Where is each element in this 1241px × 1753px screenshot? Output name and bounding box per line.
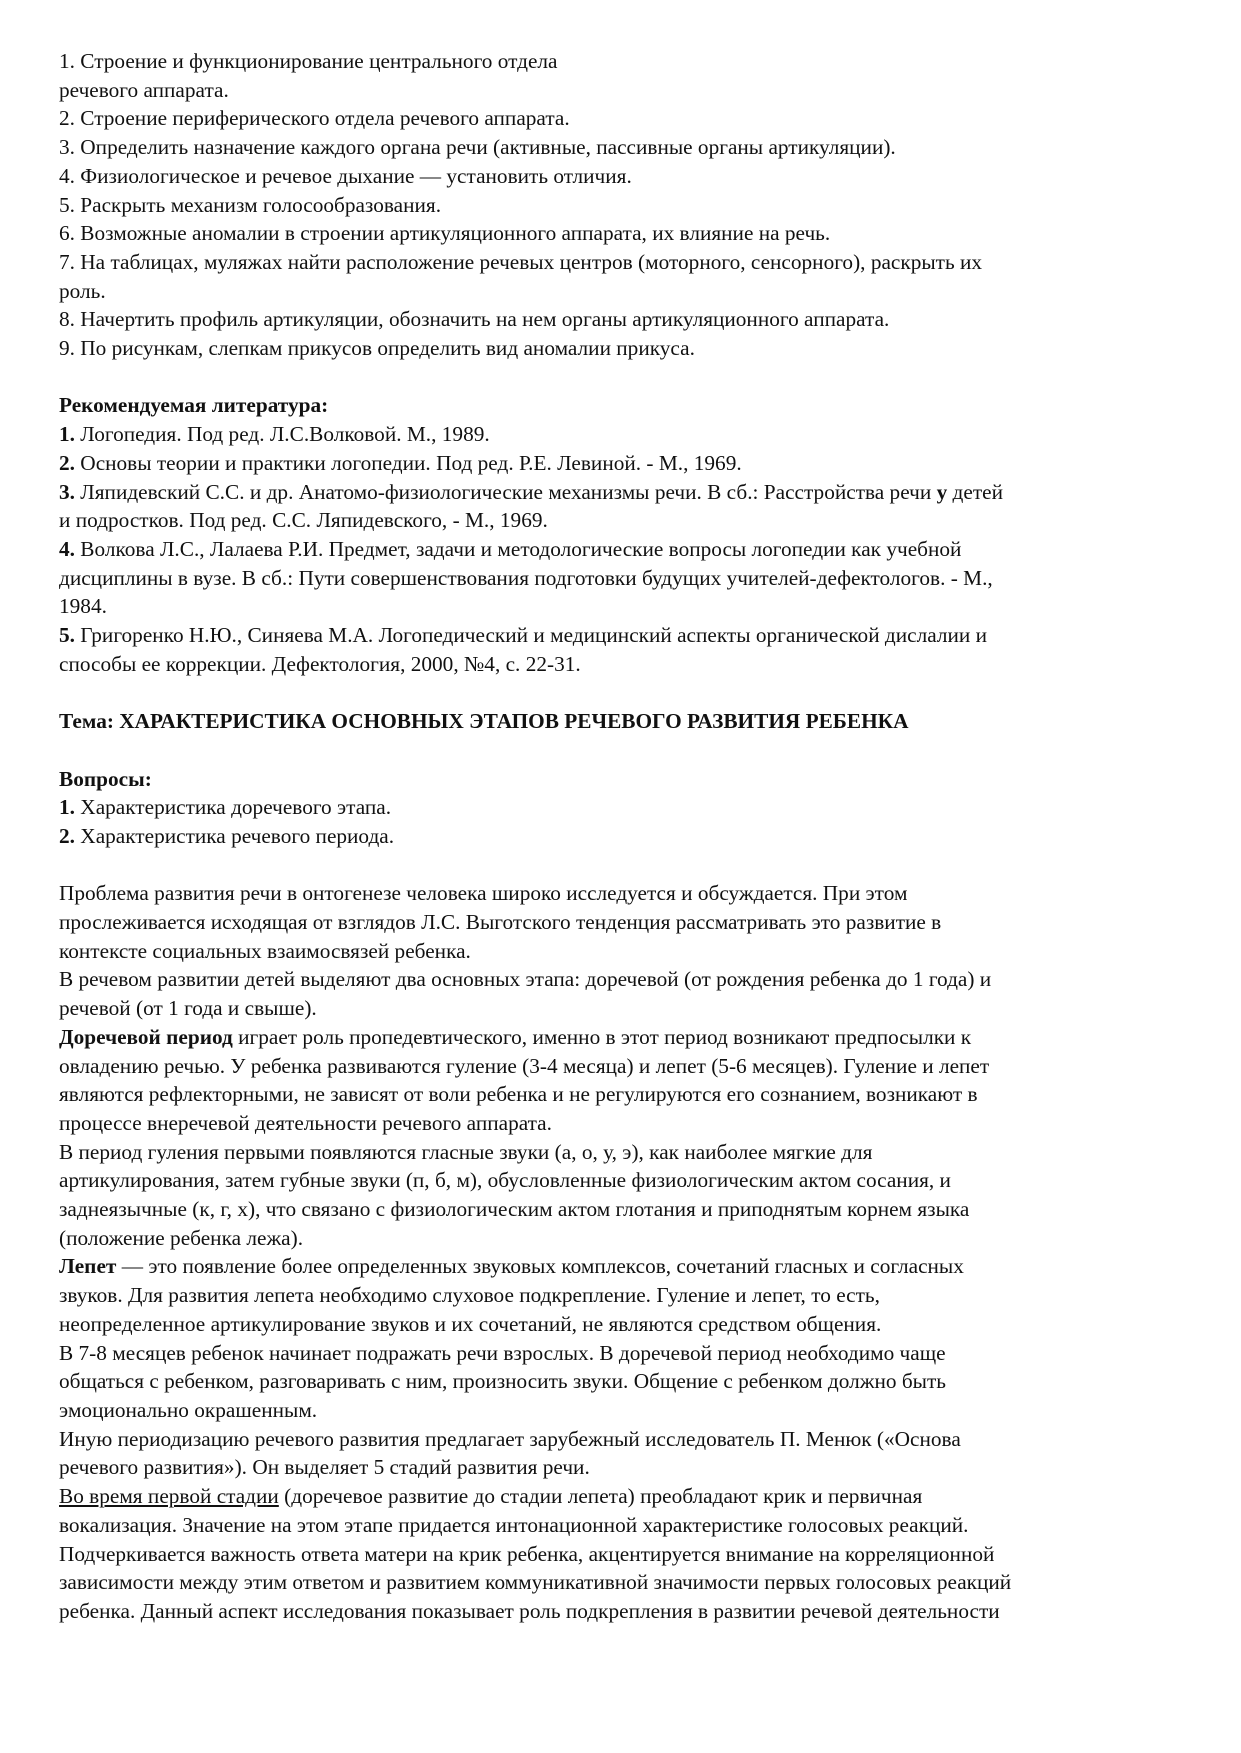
questions-heading: Вопросы: <box>59 766 152 791</box>
literature-item-cont: и подростков. Под ред. С.С. Ляпидевского, - М., 1969. <box>59 508 548 533</box>
text-line: неопределенное артикулирование звуков и их сочетаний, не являются средством общения. <box>59 1311 882 1336</box>
text-line: ребенка. Данный аспект исследования показывает роль подкрепления в развитии речевой деятельности <box>59 1598 1000 1623</box>
text-line: заднеязычные (к, г, х), что связано с физиологическим актом глотания и приподнятым корнем языка <box>59 1197 970 1222</box>
text-line: (положение ребенка лежа). <box>59 1225 304 1250</box>
text-line: общаться с ребенком, разговаривать с ним, произносить звуки. Общение с ребенком должно быть <box>59 1369 947 1394</box>
text-line: речевого развития»). Он выделяет 5 стадий развития речи. <box>59 1455 590 1480</box>
text-line: В 7-8 месяцев ребенок начинает подражать речи взрослых. В доречевой период необходимо чаще <box>59 1340 946 1365</box>
document-page <box>59 47 1179 1626</box>
question-item: 2. Характеристика речевого периода. <box>59 823 395 848</box>
tasks-list <box>59 47 1179 363</box>
literature-item: 1. Логопедия. Под ред. Л.С.Волковой. М., 1989. <box>59 422 490 447</box>
text-line: Доречевой период играет роль пропедевтического, именно в этот период возникают предпосылки к <box>59 1024 972 1049</box>
list-item: 1. Строение и функционирование центрального отдела <box>59 49 558 73</box>
text-line: Иную периодизацию речевого развития предлагает зарубежный исследователь П. Менюк («Основа <box>59 1426 961 1451</box>
list-item: 4. Физиологическое и речевое дыхание — установить отличия. <box>59 163 632 188</box>
list-item: 8. Начертить профиль артикуляции, обозначить на нем органы артикуляционного аппарата. <box>59 307 890 332</box>
text-line: Во время первой стадии (доречевое развитие до стадии лепета) преобладают крик и первичная <box>59 1484 923 1509</box>
list-item: 2. Строение периферического отдела речевого аппарата. <box>59 106 570 131</box>
list-item: 6. Возможные аномалии в строении артикуляционного аппарата, их влияние на речь. <box>59 221 831 246</box>
literature-section <box>59 391 1179 678</box>
text-line: Проблема развития речи в онтогенезе человека широко исследуется и обсуждается. При этом <box>59 881 908 906</box>
text-line: процессе внеречевой деятельности речевого аппарата. <box>59 1110 552 1135</box>
list-item: роль. <box>59 278 106 303</box>
literature-item: 3. Ляпидевский С.С. и др. Анатомо-физиологические механизмы речи. В сб.: Расстройства речи у детей <box>59 479 1003 504</box>
list-item: 5. Раскрыть механизм голосообразования. <box>59 192 442 217</box>
literature-item-cont: 1984. <box>59 594 107 619</box>
text-line: В период гуления первыми появляются гласные звуки (а, о, у, э), как наиболее мягкие для <box>59 1139 873 1164</box>
body-text <box>59 879 1179 1625</box>
text-line: контексте социальных взаимосвязей ребенка. <box>59 938 471 963</box>
text-line: звуков. Для развития лепета необходимо слуховое подкрепление. Гуление и лепет, то есть, <box>59 1283 880 1308</box>
text-line: артикулирования, затем губные звуки (п, б, м), обусловленные физиологическим актом сосания, и <box>59 1168 951 1193</box>
question-item: 1. Характеристика доречевого этапа. <box>59 795 392 820</box>
literature-item-cont: дисциплины в вузе. В сб.: Пути совершенствования подготовки будущих учителей-дефектологов. - М., <box>59 565 993 590</box>
literature-item: 5. Григоренко Н.Ю., Синяева М.А. Логопедический и медицинский аспекты органической дислалии и <box>59 623 988 648</box>
text-line: В речевом развитии детей выделяют два основных этапа: доречевой (от рождения ребенка до 1 года) и <box>59 967 992 992</box>
literature-item: 4. Волкова Л.С., Лалаева Р.И. Предмет, задачи и методологические вопросы логопедии как учебной <box>59 536 962 561</box>
text-line: зависимости между этим ответом и развитием коммуникативной значимости первых голосовых реакций <box>59 1570 1012 1595</box>
list-item: 9. По рисункам, слепкам прикусов определить вид аномалии прикуса. <box>59 336 695 361</box>
list-item: 3. Определить назначение каждого органа речи (активные, пассивные органы артикуляции). <box>59 135 896 160</box>
literature-heading: Рекомендуемая литература: <box>59 393 329 418</box>
list-item: 7. На таблицах, муляжах найти расположение речевых центров (моторного, сенсорного), раскрыть их <box>59 249 983 274</box>
text-line: являются рефлекторными, не зависят от воли ребенка и не регулируются его сознанием, возникают в <box>59 1082 978 1107</box>
list-item: речевого аппарата. <box>59 77 229 102</box>
literature-item: 2. Основы теории и практики логопедии. Под ред. Р.Е. Левиной. - М., 1969. <box>59 450 742 475</box>
text-line: овладению речью. У ребенка развиваются гуление (3-4 месяца) и лепет (5-6 месяцев). Гуление и лепет <box>59 1053 990 1078</box>
questions-section <box>59 765 1179 851</box>
literature-item-cont: способы ее коррекции. Дефектология, 2000, №4, с. 22-31. <box>59 651 581 676</box>
text-line: эмоционально окрашенным. <box>59 1397 318 1422</box>
text-line: Подчеркивается важность ответа матери на крик ребенка, акцентируется внимание на корреляционной <box>59 1541 995 1566</box>
text-line: вокализация. Значение на этом этапе придается интонационной характеристике голосовых реакций. <box>59 1512 969 1537</box>
text-line: речевой (от 1 года и свыше). <box>59 996 317 1021</box>
text-line: прослеживается исходящая от взглядов Л.С. Выготского тенденция рассматривать это развитие в <box>59 910 942 935</box>
topic-title: Тема: ХАРАКТЕРИСТИКА ОСНОВНЫХ ЭТАПОВ РЕЧЕВОГО РАЗВИТИЯ РЕБЕНКА <box>59 709 909 734</box>
text-line: Лепет — это появление более определенных звуковых комплексов, сочетаний гласных и согласных <box>59 1254 964 1279</box>
